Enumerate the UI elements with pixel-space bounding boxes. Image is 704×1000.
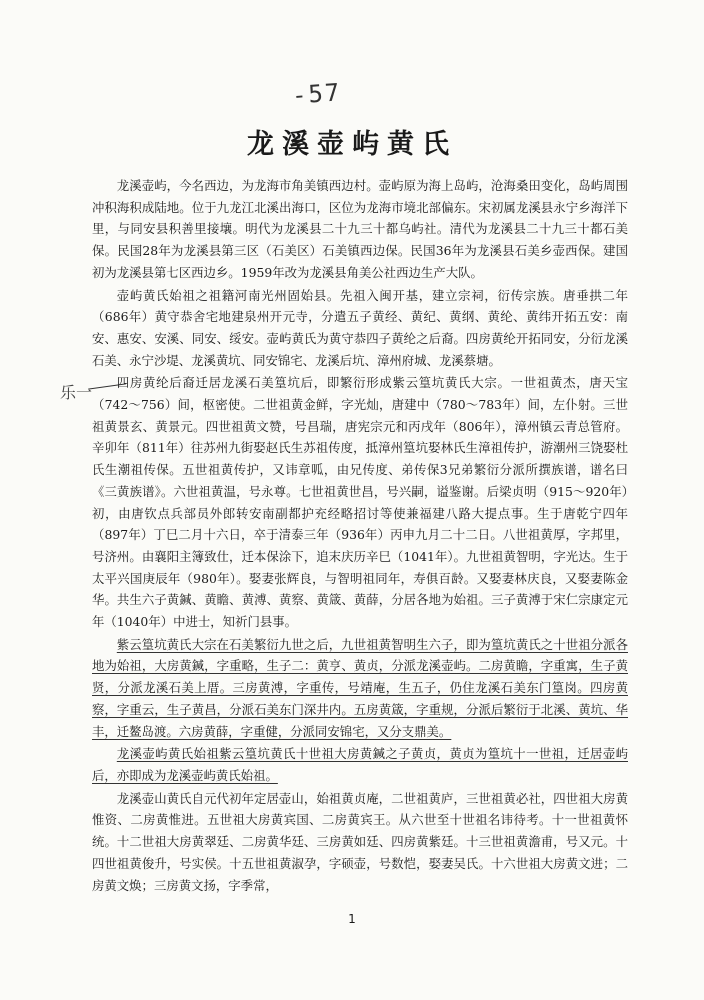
page-number: 1 xyxy=(348,912,356,926)
paragraph-founder: 龙溪壶屿黄氏始祖紫云篁坑黄氏十世祖大房黄鍼之子黄贞，黄贞为篁坑十一世祖，迁居壶屿后，亦即成为龙溪壶屿黄氏始祖。 xyxy=(92,746,628,783)
handwritten-page-note: -57 xyxy=(291,78,343,110)
document-title: 龙溪壶屿黄氏 xyxy=(247,129,457,160)
paragraph-origins: 壶屿黄氏始祖之祖籍河南光州固始县。先祖入闽开基，建立宗祠，衍传宗族。唐垂拱二年（686年）黄守恭舍宅地建泉州开元寺，分遣五子黄经、黄纪、黄纲、黄纶、黄纬开拓五安：南安、惠安、安溪、同安、绥安。壶屿黄氏为黄守恭四子黄纶之后裔。四房黄纶开拓同安，分衍龙溪石美、永宁沙堤、龙溪黄坑、同安锦宅、龙溪后坑、漳州府城、龙溪蔡塘。 xyxy=(92,287,628,368)
paragraph-location: 龙溪壶屿，今名西边，为龙海市角美镇西边村。壶屿原为海上岛屿，沧海桑田变化，岛屿周围冲积海积成陆地。位于九龙江北溪出海口，区位为龙海市境北部偏东。宋初属龙溪县永宁乡海洋下里，与同安县积善里接壤。明代为龙溪县二十九三十都乌屿社。清代为龙溪县二十九三十都石美保。民国28年为龙溪县第三区（石美区）石美镇西边保。民国36年为龙溪县石美乡壶西保。建国初为龙溪县第七区西边乡。1959年改为龙溪县角美公社西边生产大队。 xyxy=(92,178,628,280)
document-body xyxy=(92,175,628,896)
paragraph-ziyun-lineage: 紫云篁坑黄氏大宗在石美繁衍九世之后，九世祖黄智明生六子，即为篁坑黄氏之十世祖分派各地为始祖，大房黄鍼，字重略，生子二：黄亨、黄贞，分派龙溪壶屿。二房黄瞻，字重寓，生子黄贤，分派龙溪石美上厝。三房黄溥，字重传，号靖庵，生五子，仍住龙溪石美东门篁岗。四房黄察，字重云，生子黄昌，分派石美东门深井内。五房黄箴，字重规，分派后繁衍于北溪、黄坑、华丰，迁鳌岛渡。六房黄薛，字重健，分派同安锦宅，又分支鼎美。 xyxy=(92,636,628,739)
margin-annotation: 乐一 xyxy=(60,383,93,402)
paragraph-generations: 龙溪壶山黄氏自元代初年定居壶山，始祖黄贞庵，二世祖黄庐，三世祖黄必社，四世祖大房黄惟资、二房黄惟进。五世祖大房黄宾国、二房黄宾王。从六世至十世祖名讳待考。十一世祖黄怀统。十二世祖大房黄翠廷、二房黄华廷、三房黄如廷、四房黄紫廷。十三世祖黄澹甫，号又元。十四世祖黄俊升，号实侯。十五世祖黄淑孕，字硕壶，号数恺，娶妻吴氏。十六世祖大房黄文进；二房黄文焕；三房黄文扬，字季常， xyxy=(92,790,628,893)
paragraph-fourth-branch: 四房黄纶后裔迁居龙溪石美篁坑后，即繁衍形成紫云篁坑黄氏大宗。一世祖黄杰，唐天宝（742～756）间，枢密使。二世祖黄金鲜，字光灿，唐建中（780～783年）间，左仆射。三世祖黄景玄、黄景元。四世祖黄文赞，号昌瑞，唐宪宗元和丙戌年（806年），漳州镇云青总管府。辛卯年（811年）往苏州九街娶赵氏生苏祖传度，抵漳州篁坑娶林氏生漳祖传护，游潮州三饶娶杜氏生潮祖传保。五世祖黄传护，又讳章呱，由兄传度、弟传保3兄弟繁衍分派所撰族谱，谱名曰《三黄族谱》。六世祖黄温，号永尊。七世祖黄世昌，号兴嗣，谥鉴谢。后梁贞明（915～920年）初，由唐钦点兵部员外郎转安南副都护充经略招讨等使兼福建八路大提点事。生于唐乾宁四年（897年）丁巳二月十六日，卒于清泰三年（936年）丙申九月二十二日。八世祖黄厚，字邦里，号济州。由襄阳主簿致仕，迁本保涂下，追末庆历辛巳（1041年）。九世祖黄智明，字光达。生于太平兴国庚辰年（980年）。娶妻张辉良，与智明祖同年，寿俱百龄。又娶妻林庆良，又娶妻陈金华。共生六子黄鍼、黄瞻、黄溥、黄察、黄箴、黄薛，分居各地为始祖。三子黄溥于宋仁宗康定元年（1040年）中进士，知祈门县事。 xyxy=(92,375,628,630)
